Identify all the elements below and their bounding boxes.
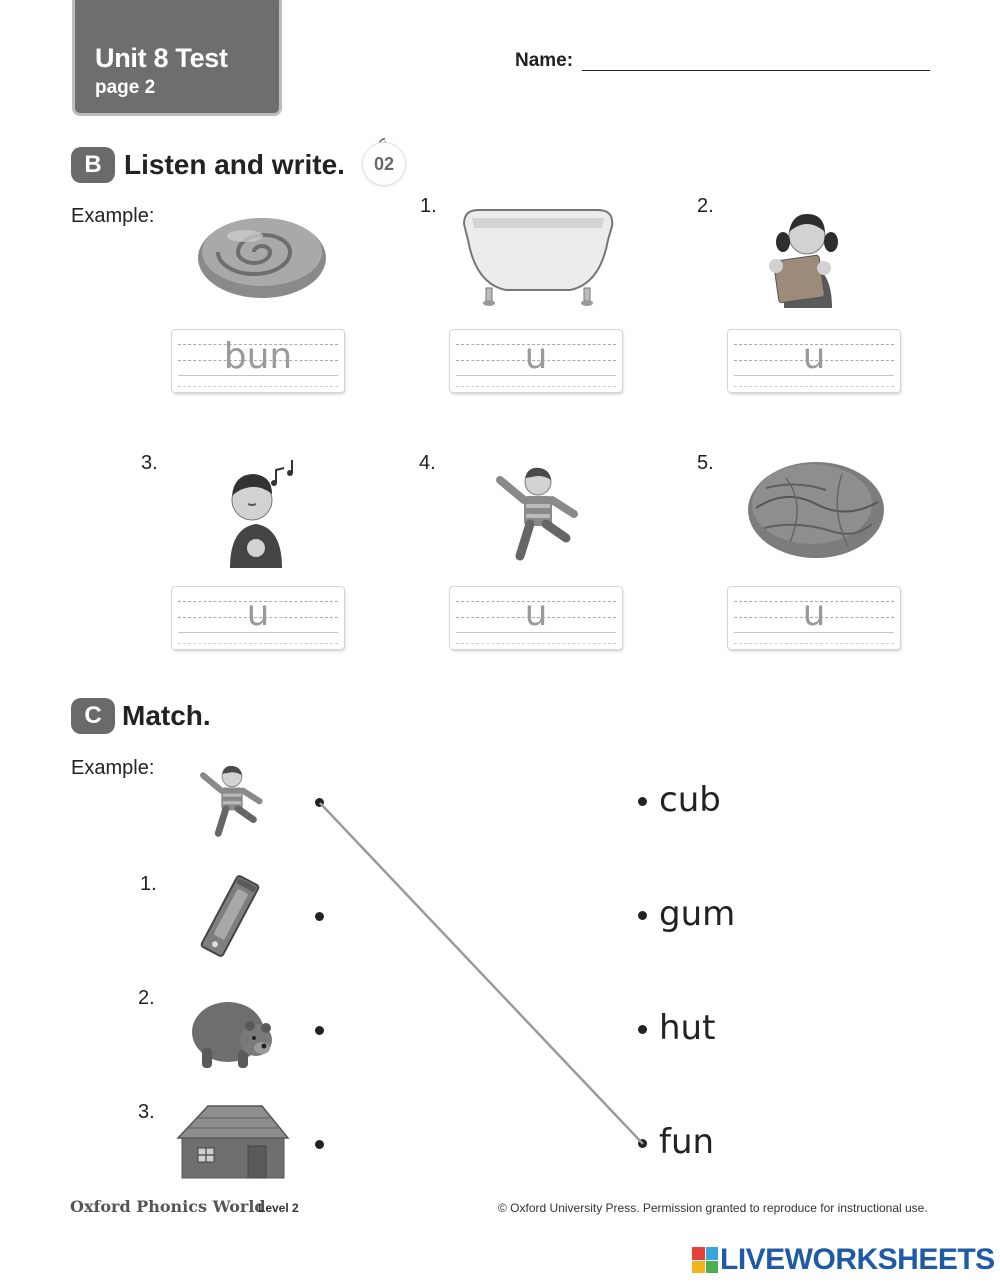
liveworksheets-icon <box>692 1247 718 1273</box>
item-number: 1. <box>420 195 437 217</box>
write-box-letters: u <box>524 593 548 634</box>
write-box-letters: u <box>802 593 826 634</box>
item-number: 3. <box>138 1101 155 1123</box>
section-b-example-label: Example: <box>71 205 155 227</box>
footer-brand: Oxford Phonics World <box>70 1197 266 1216</box>
section-c-title: Match. <box>122 700 211 731</box>
audio-track-badge[interactable]: 02 <box>363 143 405 185</box>
liveworksheets-text: LIVEWORKSHEETS <box>720 1243 995 1276</box>
unit-title: Unit 8 Test <box>95 43 228 73</box>
item-number: 2. <box>697 195 714 217</box>
write-box-letters: u <box>524 336 548 377</box>
footer-level: Level 2 <box>258 1201 299 1215</box>
item-number: 2. <box>138 987 155 1009</box>
section-b-badge: B <box>71 147 115 183</box>
liveworksheets-logo[interactable] <box>692 1245 995 1275</box>
item-number: 5. <box>697 452 714 474</box>
item-number: 3. <box>141 452 158 474</box>
match-word: fun <box>659 1122 715 1162</box>
match-word: cub <box>659 780 721 820</box>
section-b-title: Listen and write. <box>124 149 345 180</box>
match-word: gum <box>659 894 736 934</box>
match-word: hut <box>659 1008 716 1048</box>
name-label: Name: <box>515 50 574 71</box>
page-label: page 2 <box>95 77 156 98</box>
write-box-letters: u <box>246 593 270 634</box>
section-c-example-label: Example: <box>71 757 155 779</box>
footer-copyright: © Oxford University Press. Permission granted to reproduce for instructional use. <box>498 1201 928 1215</box>
write-box-letters: u <box>802 336 826 377</box>
write-box-letters: bun <box>223 336 293 377</box>
item-number: 1. <box>140 873 157 895</box>
item-number: 4. <box>419 452 436 474</box>
section-c-badge: C <box>71 698 115 734</box>
